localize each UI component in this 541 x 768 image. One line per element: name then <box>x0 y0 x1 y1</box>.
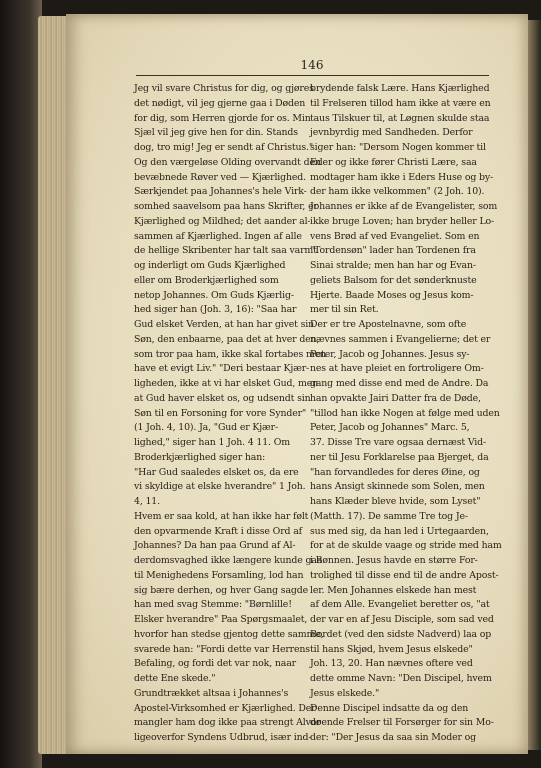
text-line: Bordet (ved den sidste Nadverd) laa op <box>310 628 492 640</box>
text-line: den opvarmende Kraft i disse Ord af <box>134 525 302 537</box>
text-line: til Frelseren tillod ham ikke at være en <box>310 97 491 109</box>
header-rule <box>136 75 489 76</box>
text-line: "Har Gud saaledes elsket os, da ere <box>134 466 299 478</box>
text-line: sus med sig, da han led i Urtegaarden, <box>310 525 489 537</box>
text-line: Sinai stralde; men han har og Evan- <box>310 260 476 271</box>
text-line: gang med disse end med de Andre. Da <box>310 378 489 389</box>
page-number: 146 <box>300 58 324 72</box>
text-line: taus Tilskuer til, at Løgnen skulde staa <box>310 112 490 124</box>
text-line: ner til Jesu Forklarelse paa Bjerget, da <box>310 451 489 463</box>
text-line: Jeg vil svare Christus for dig, og gjøres <box>134 83 314 94</box>
text-line: Og den værgeløse Olding overvandt den <box>134 156 321 168</box>
text-line: og inderligt om Guds Kjærlighed <box>134 260 286 271</box>
text-line: Elsker hverandre" Paa Spørgsmaalet, <box>134 614 308 625</box>
text-line: Befaling, og fordi det var nok, naar <box>134 658 296 670</box>
text-line: sammen af Kjærlighed. Ingen af alle <box>134 230 302 242</box>
text-line: hans Ansigt skinnede som Solen, men <box>310 481 485 493</box>
text-line: som tror paa ham, ikke skal fortabes men <box>134 348 327 360</box>
text-line: have et evigt Liv." "Deri bestaar Kjær- <box>134 363 310 375</box>
text-line: i Bønnen. Jesus havde en større For- <box>310 555 478 566</box>
text-line: Apostel-Virksomhed er Kjærlighed. Der <box>134 702 316 714</box>
text-line: for at de skulde vaage og stride med ham <box>310 540 502 552</box>
text-line: Joh. 13, 20. Han nævnes oftere ved <box>310 658 473 670</box>
text-line: ler. Men Johannes elskede han mest <box>310 584 477 596</box>
text-line: somhed saavelsom paa hans Skrifter, er <box>134 201 318 212</box>
text-line: svarede han: "Fordi dette var Herrens <box>134 643 310 655</box>
text-line: dog, tro mig! Jeg er sendt af Christus." <box>134 142 314 153</box>
text-line: modtager ham ikke i Eders Huse og by- <box>310 171 494 183</box>
text-line: der ham ikke velkommen" (2 Joh. 10). <box>310 186 485 198</box>
text-line: brydende falsk Lære. Hans Kjærlighed <box>310 83 490 94</box>
text-line: Peter, Jacob og Johannes" Marc. 5, <box>310 422 470 434</box>
text-line: de hellige Skribenter har talt saa varmt <box>134 245 317 257</box>
book-spine <box>0 0 42 768</box>
text-line: (Matth. 17). De samme Tre tog Je- <box>310 510 468 522</box>
text-line: vens Brød af ved Evangeliet. Som en <box>310 230 480 242</box>
text-line: Hjerte. Baade Moses og Jesus kom- <box>310 289 474 301</box>
text-line: geliets Balsom for det sønderknuste <box>310 274 477 286</box>
text-line: jevnbyrdig med Sandheden. Derfor <box>310 127 473 139</box>
text-line: Eder og ikke fører Christi Lære, saa <box>310 156 477 168</box>
text-line: Peter, Jacob og Johannes. Jesus sy- <box>310 348 470 360</box>
text-line: 37. Disse Tre vare ogsaa dernæst Vid- <box>310 437 486 448</box>
text-line: lighed," siger han 1 Joh. 4 11. Om <box>134 437 290 448</box>
text-line: netop Johannes. Om Guds Kjærlig- <box>134 289 294 301</box>
text-line: "tillod han ikke Nogen at følge med uden <box>310 407 500 419</box>
text-line: Denne Discipel indsatte da og den <box>310 702 469 714</box>
text-line: sig bære derhen, og hver Gang sagde <box>134 584 308 596</box>
text-line: nævnes sammen i Evangelierne; det er <box>310 333 491 345</box>
text-line: det nødigt, vil jeg gjerne gaa i Døden <box>134 97 306 109</box>
right-page-edge <box>528 20 541 750</box>
text-line: Grundtrækket altsaa i Johannes's <box>134 687 289 699</box>
text-line: Jesus elskede." <box>310 687 380 699</box>
text-line: ligeoverfor Syndens Udbrud, især ind- <box>134 732 312 743</box>
right-text-column <box>310 82 502 746</box>
text-line: Broderkjærlighed siger han: <box>134 451 266 463</box>
text-line: ligheden, ikke at vi har elsket Gud, men <box>134 378 319 389</box>
text-line: (1 Joh. 4, 10). Ja, "Gud er Kjær- <box>134 422 279 434</box>
text-line: eller om Broderkjærlighed som <box>134 274 279 286</box>
text-line: dette Ene skede." <box>134 673 216 684</box>
text-line: trolighed til disse end til de andre Apost- <box>310 569 499 581</box>
text-line: bevæbnede Røver ved — Kjærlighed. <box>134 171 306 183</box>
text-line: Gud elsket Verden, at han har givet sin <box>134 319 314 330</box>
text-line: Sjæl vil jeg give hen for din. Stands <box>134 127 298 139</box>
text-line: "han forvandledes for deres Øine, og <box>310 466 480 478</box>
text-line: nes at have pleiet en fortroligere Om- <box>310 363 484 375</box>
text-line: hans Klæder bleve hvide, som Lyset" <box>310 496 481 507</box>
text-line: siger han: "Dersom Nogen kommer til <box>310 142 486 153</box>
text-line: Hvem er saa kold, at han ikke har følt <box>134 510 309 522</box>
text-line: døende Frelser til Forsørger for sin Mo- <box>310 717 494 729</box>
text-line: Johannes? Da han paa Grund af Al- <box>134 540 296 552</box>
text-line: hed siger han (Joh. 3, 16): "Saa har <box>134 304 297 316</box>
text-line: Der er tre Apostelnavne, som ofte <box>310 319 467 330</box>
text-line: Søn, den enbaarne, paa det at hver den, <box>134 333 320 345</box>
text-line: til Menighedens Forsamling, lod han <box>134 569 304 581</box>
text-line: Kjærlighed og Mildhed; det aander al- <box>134 215 311 227</box>
text-line: han opvakte Jairi Datter fra de Døde, <box>310 392 481 404</box>
text-line: vi skyldige at elske hverandre" 1 Joh. <box>134 481 306 493</box>
text-line: 4, 11. <box>134 496 160 507</box>
text-line: hvorfor han stedse gjentog dette samme, <box>134 628 324 640</box>
text-line: mer til sin Ret. <box>310 304 379 316</box>
text-line: han med svag Stemme: "Børnlille! <box>134 599 292 611</box>
text-line: af dem Alle. Evangeliet beretter os, "at <box>310 599 490 611</box>
text-line: for dig, som Herren gjorde for os. Min <box>134 112 311 124</box>
left-text-column <box>134 82 327 746</box>
text-line: Johannes er ikke af de Evangelister, som <box>310 201 498 212</box>
text-line: til hans Skjød, hvem Jesus elskede" <box>310 643 473 655</box>
text-line: derdomsvaghed ikke længere kunde gaa <box>134 555 323 566</box>
text-line: dette omme Navn: "Den Discipel, hvem <box>310 673 492 684</box>
text-line: Søn til en Forsoning for vore Synder" <box>134 407 307 419</box>
text-line: der var en af Jesu Disciple, som sad ved <box>310 614 494 625</box>
text-line: der: "Der Jesus da saa sin Moder og <box>310 732 476 743</box>
text-line: ikke bruge Loven; han bryder heller Lo- <box>310 215 495 227</box>
text-line: mangler ham dog ikke paa strengt Alvor <box>134 717 321 729</box>
text-line: at Gud haver elsket os, og udsendt sin <box>134 392 311 404</box>
text-line: Særkjendet paa Johannes's hele Virk- <box>134 186 307 198</box>
text-line: "Tordensøn" lader han Tordenen fra <box>310 245 476 257</box>
